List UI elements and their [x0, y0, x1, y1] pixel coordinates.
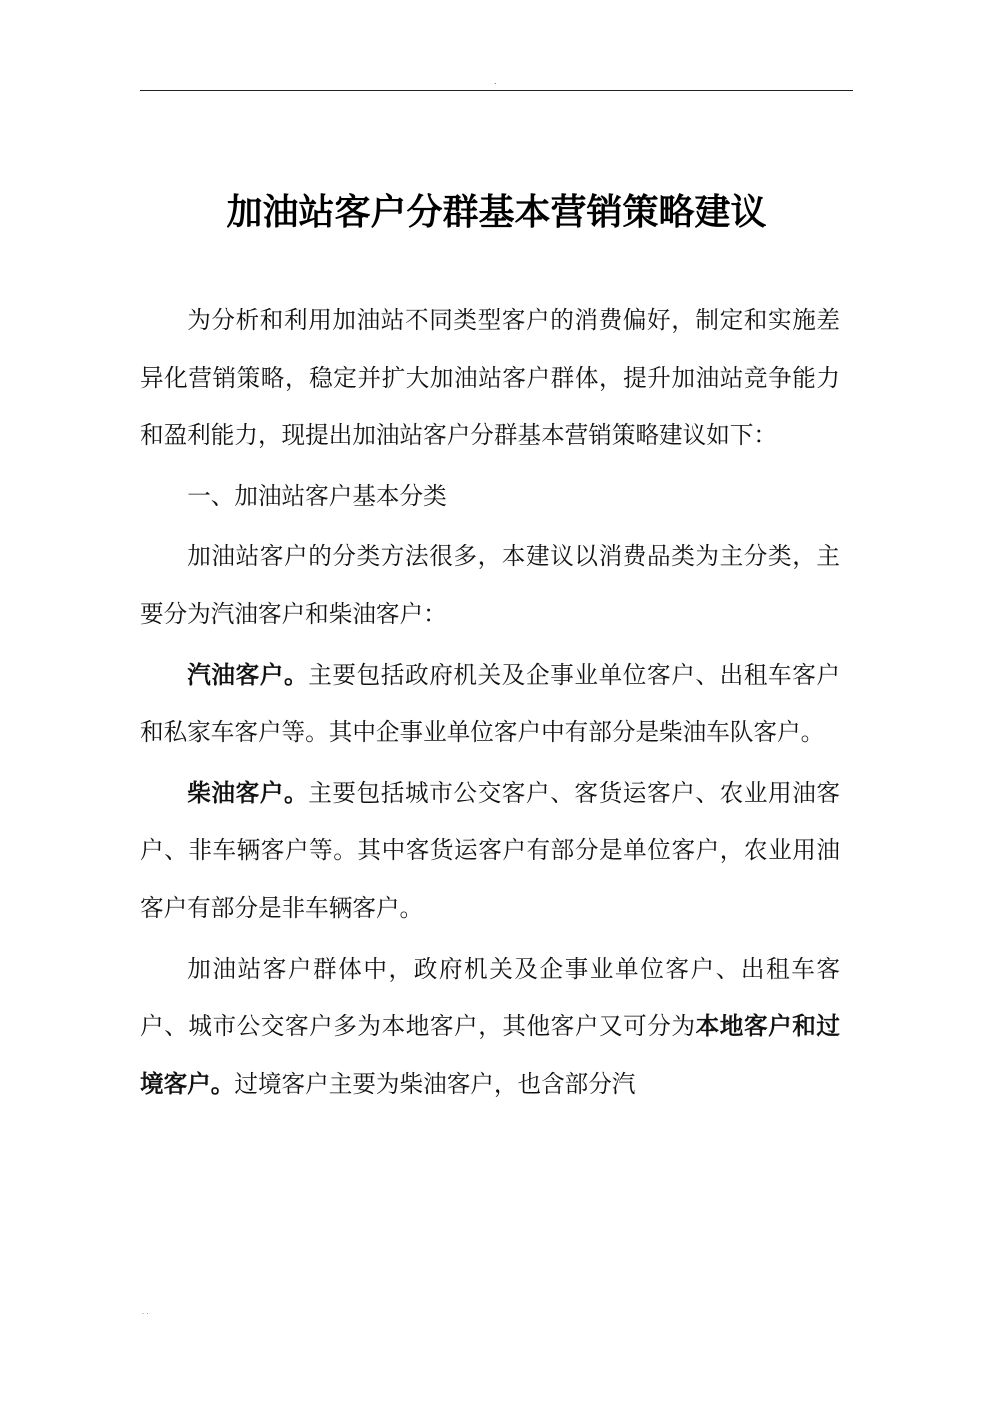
classification-paragraph: 加油站客户的分类方法很多，本建议以消费品类为主分类，主要分为汽油客户和柴油客户： [140, 542, 840, 628]
diesel-customer-text: 主要包括城市公交客户、客货运客户、农业用油客户、非车辆客户等。其中客货运客户有部分是单位客户，农业用油客户有部分是非车辆客户。 [140, 778, 841, 922]
diesel-customer-paragraph [140, 765, 840, 938]
gasoline-customer-label: 汽油客户。 [187, 660, 309, 689]
header-rule [140, 90, 853, 91]
header-mark: . [494, 77, 497, 86]
customer-group-bold: 本地客户和过境客户。 [140, 1012, 841, 1098]
customer-group-text-start: 加油站客户群体中，政府机关及企事业单位客户、出租车客户、城市公交客户多为本地客户，其他客户又可分为 [140, 954, 840, 1041]
document-body [140, 292, 840, 1113]
customer-group-text-end: 过境客户主要为柴油客户，也含部分汽 [234, 1069, 636, 1098]
footer-mark: . . [142, 1308, 149, 1316]
document-title: 加油站客户分群基本营销策略建议 [226, 191, 767, 233]
customer-group-paragraph [140, 941, 840, 1114]
intro-paragraph: 为分析和利用加油站不同类型客户的消费偏好，制定和实施差异化营销策略，稳定并扩大加油站客户群体，提升加油站竞争能力和盈利能力，现提出加油站客户分群基本营销策略建议如下： [140, 306, 840, 450]
gasoline-customer-paragraph [140, 647, 840, 762]
diesel-customer-label: 柴油客户。 [187, 778, 309, 807]
gasoline-customer-text: 主要包括政府机关及企事业单位客户、出租车客户和私家车客户等。其中企事业单位客户中有部分是柴油车队客户。 [140, 660, 841, 747]
section-heading: 一、加油站客户基本分类 [187, 481, 447, 510]
